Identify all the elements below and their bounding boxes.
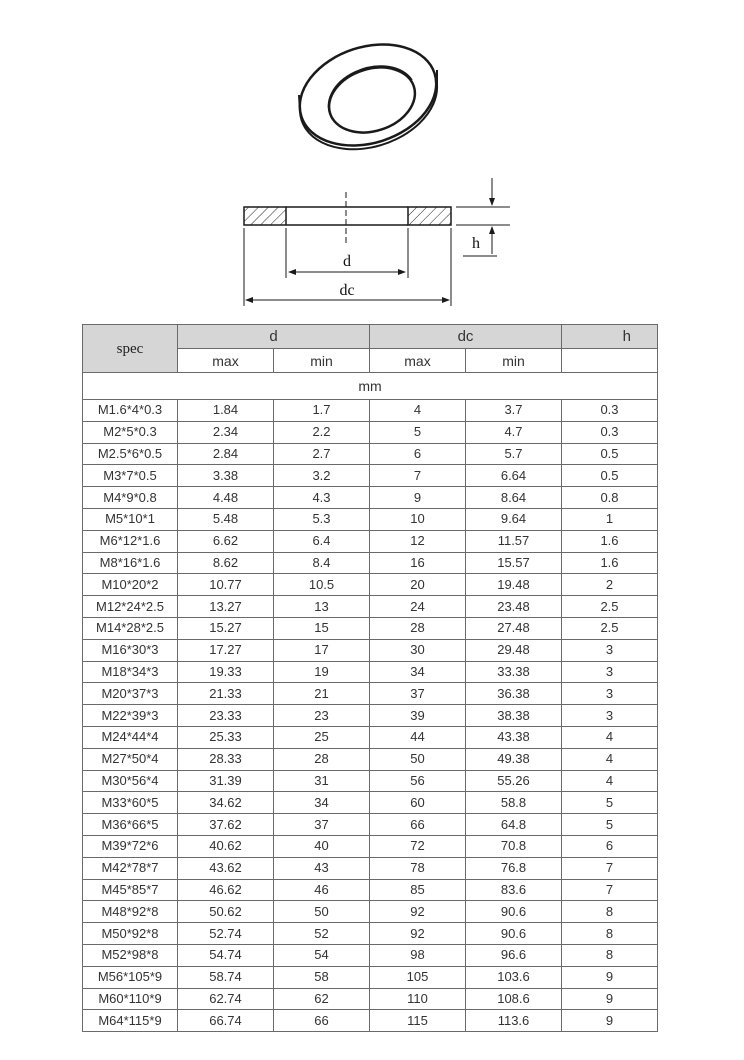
d-min-cell: 2.7 xyxy=(274,443,370,465)
table-row xyxy=(83,748,658,770)
h-cell: 0.3 xyxy=(562,400,658,422)
dc-min-cell: 58.8 xyxy=(466,792,562,814)
h-cell: 0.5 xyxy=(562,443,658,465)
table-row xyxy=(83,770,658,792)
h-cell: 1 xyxy=(562,508,658,530)
washer-drawing xyxy=(0,0,744,322)
dc-max-cell: 7 xyxy=(370,465,466,487)
dc-max-cell: 115 xyxy=(370,1010,466,1032)
dc-max-cell: 78 xyxy=(370,857,466,879)
dc-min-header: min xyxy=(466,349,562,373)
spec-cell: M50*92*8 xyxy=(83,923,178,945)
h-cell: 2 xyxy=(562,574,658,596)
dc-min-cell: 33.38 xyxy=(466,661,562,683)
spec-cell: M56*105*9 xyxy=(83,966,178,988)
h-cell: 4 xyxy=(562,748,658,770)
dc-max-cell: 39 xyxy=(370,705,466,727)
dc-max-cell: 16 xyxy=(370,552,466,574)
spec-cell: M12*24*2.5 xyxy=(83,596,178,618)
spec-cell: M60*110*9 xyxy=(83,988,178,1010)
spec-cell: M48*92*8 xyxy=(83,901,178,923)
d-max-cell: 54.74 xyxy=(178,944,274,966)
table-row xyxy=(83,835,658,857)
dc-max-cell: 10 xyxy=(370,508,466,530)
dc-min-cell: 36.38 xyxy=(466,683,562,705)
dc-min-cell: 64.8 xyxy=(466,814,562,836)
spec-cell: M5*10*1 xyxy=(83,508,178,530)
spec-cell: M39*72*6 xyxy=(83,835,178,857)
dimension-label-dc: dc xyxy=(339,282,355,299)
d-min-cell: 66 xyxy=(274,1010,370,1032)
dc-max-cell: 56 xyxy=(370,770,466,792)
header-row xyxy=(83,325,658,349)
unit-label: mm xyxy=(83,373,658,400)
d-min-cell: 2.2 xyxy=(274,421,370,443)
h-cell: 5 xyxy=(562,792,658,814)
d-min-cell: 10.5 xyxy=(274,574,370,596)
d-max-cell: 58.74 xyxy=(178,966,274,988)
spec-cell: M64*115*9 xyxy=(83,1010,178,1032)
d-min-cell: 46 xyxy=(274,879,370,901)
h-cell: 9 xyxy=(562,988,658,1010)
table-row xyxy=(83,400,658,422)
h-cell: 8 xyxy=(562,944,658,966)
d-min-cell: 21 xyxy=(274,683,370,705)
table-body xyxy=(83,400,658,1032)
h-cell: 3 xyxy=(562,683,658,705)
dc-min-cell: 103.6 xyxy=(466,966,562,988)
d-max-cell: 15.27 xyxy=(178,617,274,639)
dc-min-cell: 27.48 xyxy=(466,617,562,639)
dc-max-cell: 30 xyxy=(370,639,466,661)
dc-max-cell: 105 xyxy=(370,966,466,988)
spec-cell: M52*98*8 xyxy=(83,944,178,966)
h-subheader-empty xyxy=(562,349,658,373)
d-max-header: max xyxy=(178,349,274,373)
d-max-cell: 50.62 xyxy=(178,901,274,923)
d-min-cell: 6.4 xyxy=(274,530,370,552)
d-max-cell: 31.39 xyxy=(178,770,274,792)
h-cell: 0.5 xyxy=(562,465,658,487)
h-cell: 3 xyxy=(562,705,658,727)
dc-max-cell: 60 xyxy=(370,792,466,814)
spec-cell: M10*20*2 xyxy=(83,574,178,596)
d-max-cell: 34.62 xyxy=(178,792,274,814)
table-row xyxy=(83,487,658,509)
d-max-cell: 37.62 xyxy=(178,814,274,836)
spec-cell: M6*12*1.6 xyxy=(83,530,178,552)
dc-min-cell: 43.38 xyxy=(466,726,562,748)
d-min-cell: 54 xyxy=(274,944,370,966)
d-max-cell: 2.84 xyxy=(178,443,274,465)
d-max-cell: 1.84 xyxy=(178,400,274,422)
dc-max-cell: 66 xyxy=(370,814,466,836)
dc-min-cell: 55.26 xyxy=(466,770,562,792)
d-min-cell: 28 xyxy=(274,748,370,770)
d-min-cell: 43 xyxy=(274,857,370,879)
d-max-cell: 43.62 xyxy=(178,857,274,879)
table-row xyxy=(83,1010,658,1032)
d-min-cell: 52 xyxy=(274,923,370,945)
h-cell: 0.8 xyxy=(562,487,658,509)
table-row xyxy=(83,923,658,945)
table-row xyxy=(83,661,658,683)
h-cell: 9 xyxy=(562,1010,658,1032)
d-min-cell: 3.2 xyxy=(274,465,370,487)
dc-max-cell: 37 xyxy=(370,683,466,705)
d-min-cell: 40 xyxy=(274,835,370,857)
washer-3d-illustration xyxy=(287,28,450,163)
d-max-cell: 6.62 xyxy=(178,530,274,552)
d-max-cell: 19.33 xyxy=(178,661,274,683)
d-max-cell: 28.33 xyxy=(178,748,274,770)
dc-max-cell: 4 xyxy=(370,400,466,422)
d-max-cell: 2.34 xyxy=(178,421,274,443)
spec-cell: M42*78*7 xyxy=(83,857,178,879)
d-min-cell: 58 xyxy=(274,966,370,988)
dc-min-cell: 29.48 xyxy=(466,639,562,661)
spec-cell: M27*50*4 xyxy=(83,748,178,770)
dc-max-cell: 6 xyxy=(370,443,466,465)
table-row xyxy=(83,814,658,836)
d-max-cell: 10.77 xyxy=(178,574,274,596)
dc-min-cell: 6.64 xyxy=(466,465,562,487)
d-min-cell: 50 xyxy=(274,901,370,923)
dc-max-cell: 50 xyxy=(370,748,466,770)
dc-header: dc xyxy=(370,325,562,349)
spec-cell: M4*9*0.8 xyxy=(83,487,178,509)
h-cell: 1.6 xyxy=(562,530,658,552)
table-row xyxy=(83,683,658,705)
h-cell: 6 xyxy=(562,835,658,857)
d-min-cell: 23 xyxy=(274,705,370,727)
d-max-cell: 17.27 xyxy=(178,639,274,661)
dc-max-cell: 44 xyxy=(370,726,466,748)
dc-max-cell: 92 xyxy=(370,901,466,923)
d-max-cell: 4.48 xyxy=(178,487,274,509)
d-min-cell: 17 xyxy=(274,639,370,661)
dc-min-cell: 38.38 xyxy=(466,705,562,727)
dc-min-cell: 5.7 xyxy=(466,443,562,465)
table-row xyxy=(83,596,658,618)
h-cell: 3 xyxy=(562,639,658,661)
d-min-cell: 31 xyxy=(274,770,370,792)
dc-min-cell: 83.6 xyxy=(466,879,562,901)
dc-min-cell: 8.64 xyxy=(466,487,562,509)
dc-min-cell: 113.6 xyxy=(466,1010,562,1032)
d-max-cell: 3.38 xyxy=(178,465,274,487)
dc-max-cell: 9 xyxy=(370,487,466,509)
table-row xyxy=(83,705,658,727)
d-max-cell: 66.74 xyxy=(178,1010,274,1032)
d-max-cell: 52.74 xyxy=(178,923,274,945)
washer-cross-section xyxy=(244,178,510,306)
d-min-cell: 19 xyxy=(274,661,370,683)
h-cell: 7 xyxy=(562,857,658,879)
dc-max-cell: 85 xyxy=(370,879,466,901)
d-max-cell: 25.33 xyxy=(178,726,274,748)
table-row xyxy=(83,617,658,639)
d-max-cell: 46.62 xyxy=(178,879,274,901)
table-row xyxy=(83,988,658,1010)
d-max-cell: 40.62 xyxy=(178,835,274,857)
spec-header: spec xyxy=(83,325,178,373)
table-row xyxy=(83,530,658,552)
table-row xyxy=(83,552,658,574)
dc-min-cell: 23.48 xyxy=(466,596,562,618)
d-max-cell: 8.62 xyxy=(178,552,274,574)
table-row xyxy=(83,966,658,988)
dc-min-cell: 15.57 xyxy=(466,552,562,574)
dc-max-cell: 98 xyxy=(370,944,466,966)
h-cell: 3 xyxy=(562,661,658,683)
spec-cell: M16*30*3 xyxy=(83,639,178,661)
d-min-cell: 4.3 xyxy=(274,487,370,509)
h-header: h xyxy=(562,325,658,349)
dc-min-cell: 76.8 xyxy=(466,857,562,879)
d-min-cell: 13 xyxy=(274,596,370,618)
d-min-cell: 34 xyxy=(274,792,370,814)
spec-cell: M14*28*2.5 xyxy=(83,617,178,639)
h-cell: 2.5 xyxy=(562,596,658,618)
h-cell: 7 xyxy=(562,879,658,901)
unit-row xyxy=(83,373,658,400)
d-header: d xyxy=(178,325,370,349)
spec-cell: M24*44*4 xyxy=(83,726,178,748)
dc-max-cell: 28 xyxy=(370,617,466,639)
d-max-cell: 5.48 xyxy=(178,508,274,530)
spec-cell: M45*85*7 xyxy=(83,879,178,901)
table-row xyxy=(83,944,658,966)
spec-cell: M33*60*5 xyxy=(83,792,178,814)
table-row xyxy=(83,421,658,443)
spec-cell: M36*66*5 xyxy=(83,814,178,836)
spec-cell: M2*5*0.3 xyxy=(83,421,178,443)
d-max-cell: 13.27 xyxy=(178,596,274,618)
dimension-label-h: h xyxy=(472,235,480,252)
h-cell: 8 xyxy=(562,923,658,945)
d-max-cell: 21.33 xyxy=(178,683,274,705)
d-min-cell: 15 xyxy=(274,617,370,639)
h-cell: 1.6 xyxy=(562,552,658,574)
table-row xyxy=(83,443,658,465)
spec-cell: M2.5*6*0.5 xyxy=(83,443,178,465)
h-cell: 2.5 xyxy=(562,617,658,639)
d-min-cell: 5.3 xyxy=(274,508,370,530)
table-row xyxy=(83,639,658,661)
spec-cell: M1.6*4*0.3 xyxy=(83,400,178,422)
d-max-cell: 62.74 xyxy=(178,988,274,1010)
d-min-cell: 1.7 xyxy=(274,400,370,422)
dc-min-cell: 3.7 xyxy=(466,400,562,422)
spec-cell: M30*56*4 xyxy=(83,770,178,792)
h-cell: 4 xyxy=(562,726,658,748)
dc-min-cell: 11.57 xyxy=(466,530,562,552)
dc-max-cell: 12 xyxy=(370,530,466,552)
dc-min-cell: 96.6 xyxy=(466,944,562,966)
dc-min-cell: 4.7 xyxy=(466,421,562,443)
dc-max-cell: 5 xyxy=(370,421,466,443)
dc-max-cell: 92 xyxy=(370,923,466,945)
d-max-cell: 23.33 xyxy=(178,705,274,727)
spec-cell: M20*37*3 xyxy=(83,683,178,705)
dc-min-cell: 49.38 xyxy=(466,748,562,770)
dc-max-header: max xyxy=(370,349,466,373)
dc-min-cell: 108.6 xyxy=(466,988,562,1010)
table-row xyxy=(83,465,658,487)
table-row xyxy=(83,879,658,901)
dimension-label-d: d xyxy=(343,253,351,270)
table-row xyxy=(83,792,658,814)
spec-cell: M22*39*3 xyxy=(83,705,178,727)
dc-max-cell: 72 xyxy=(370,835,466,857)
h-cell: 9 xyxy=(562,966,658,988)
dc-min-cell: 9.64 xyxy=(466,508,562,530)
dc-max-cell: 24 xyxy=(370,596,466,618)
dc-max-cell: 20 xyxy=(370,574,466,596)
d-min-cell: 62 xyxy=(274,988,370,1010)
dc-min-cell: 19.48 xyxy=(466,574,562,596)
table-row xyxy=(83,508,658,530)
dc-min-cell: 90.6 xyxy=(466,923,562,945)
table-row xyxy=(83,857,658,879)
spec-cell: M18*34*3 xyxy=(83,661,178,683)
table-row xyxy=(83,901,658,923)
dc-max-cell: 34 xyxy=(370,661,466,683)
d-min-header: min xyxy=(274,349,370,373)
h-cell: 4 xyxy=(562,770,658,792)
washer-spec-table xyxy=(82,324,658,1032)
spec-cell: M8*16*1.6 xyxy=(83,552,178,574)
table-row xyxy=(83,726,658,748)
h-cell: 8 xyxy=(562,901,658,923)
dc-min-cell: 90.6 xyxy=(466,901,562,923)
h-cell: 0.3 xyxy=(562,421,658,443)
d-min-cell: 8.4 xyxy=(274,552,370,574)
spec-cell: M3*7*0.5 xyxy=(83,465,178,487)
dc-min-cell: 70.8 xyxy=(466,835,562,857)
table-row xyxy=(83,574,658,596)
dc-max-cell: 110 xyxy=(370,988,466,1010)
h-cell: 5 xyxy=(562,814,658,836)
d-min-cell: 25 xyxy=(274,726,370,748)
d-min-cell: 37 xyxy=(274,814,370,836)
